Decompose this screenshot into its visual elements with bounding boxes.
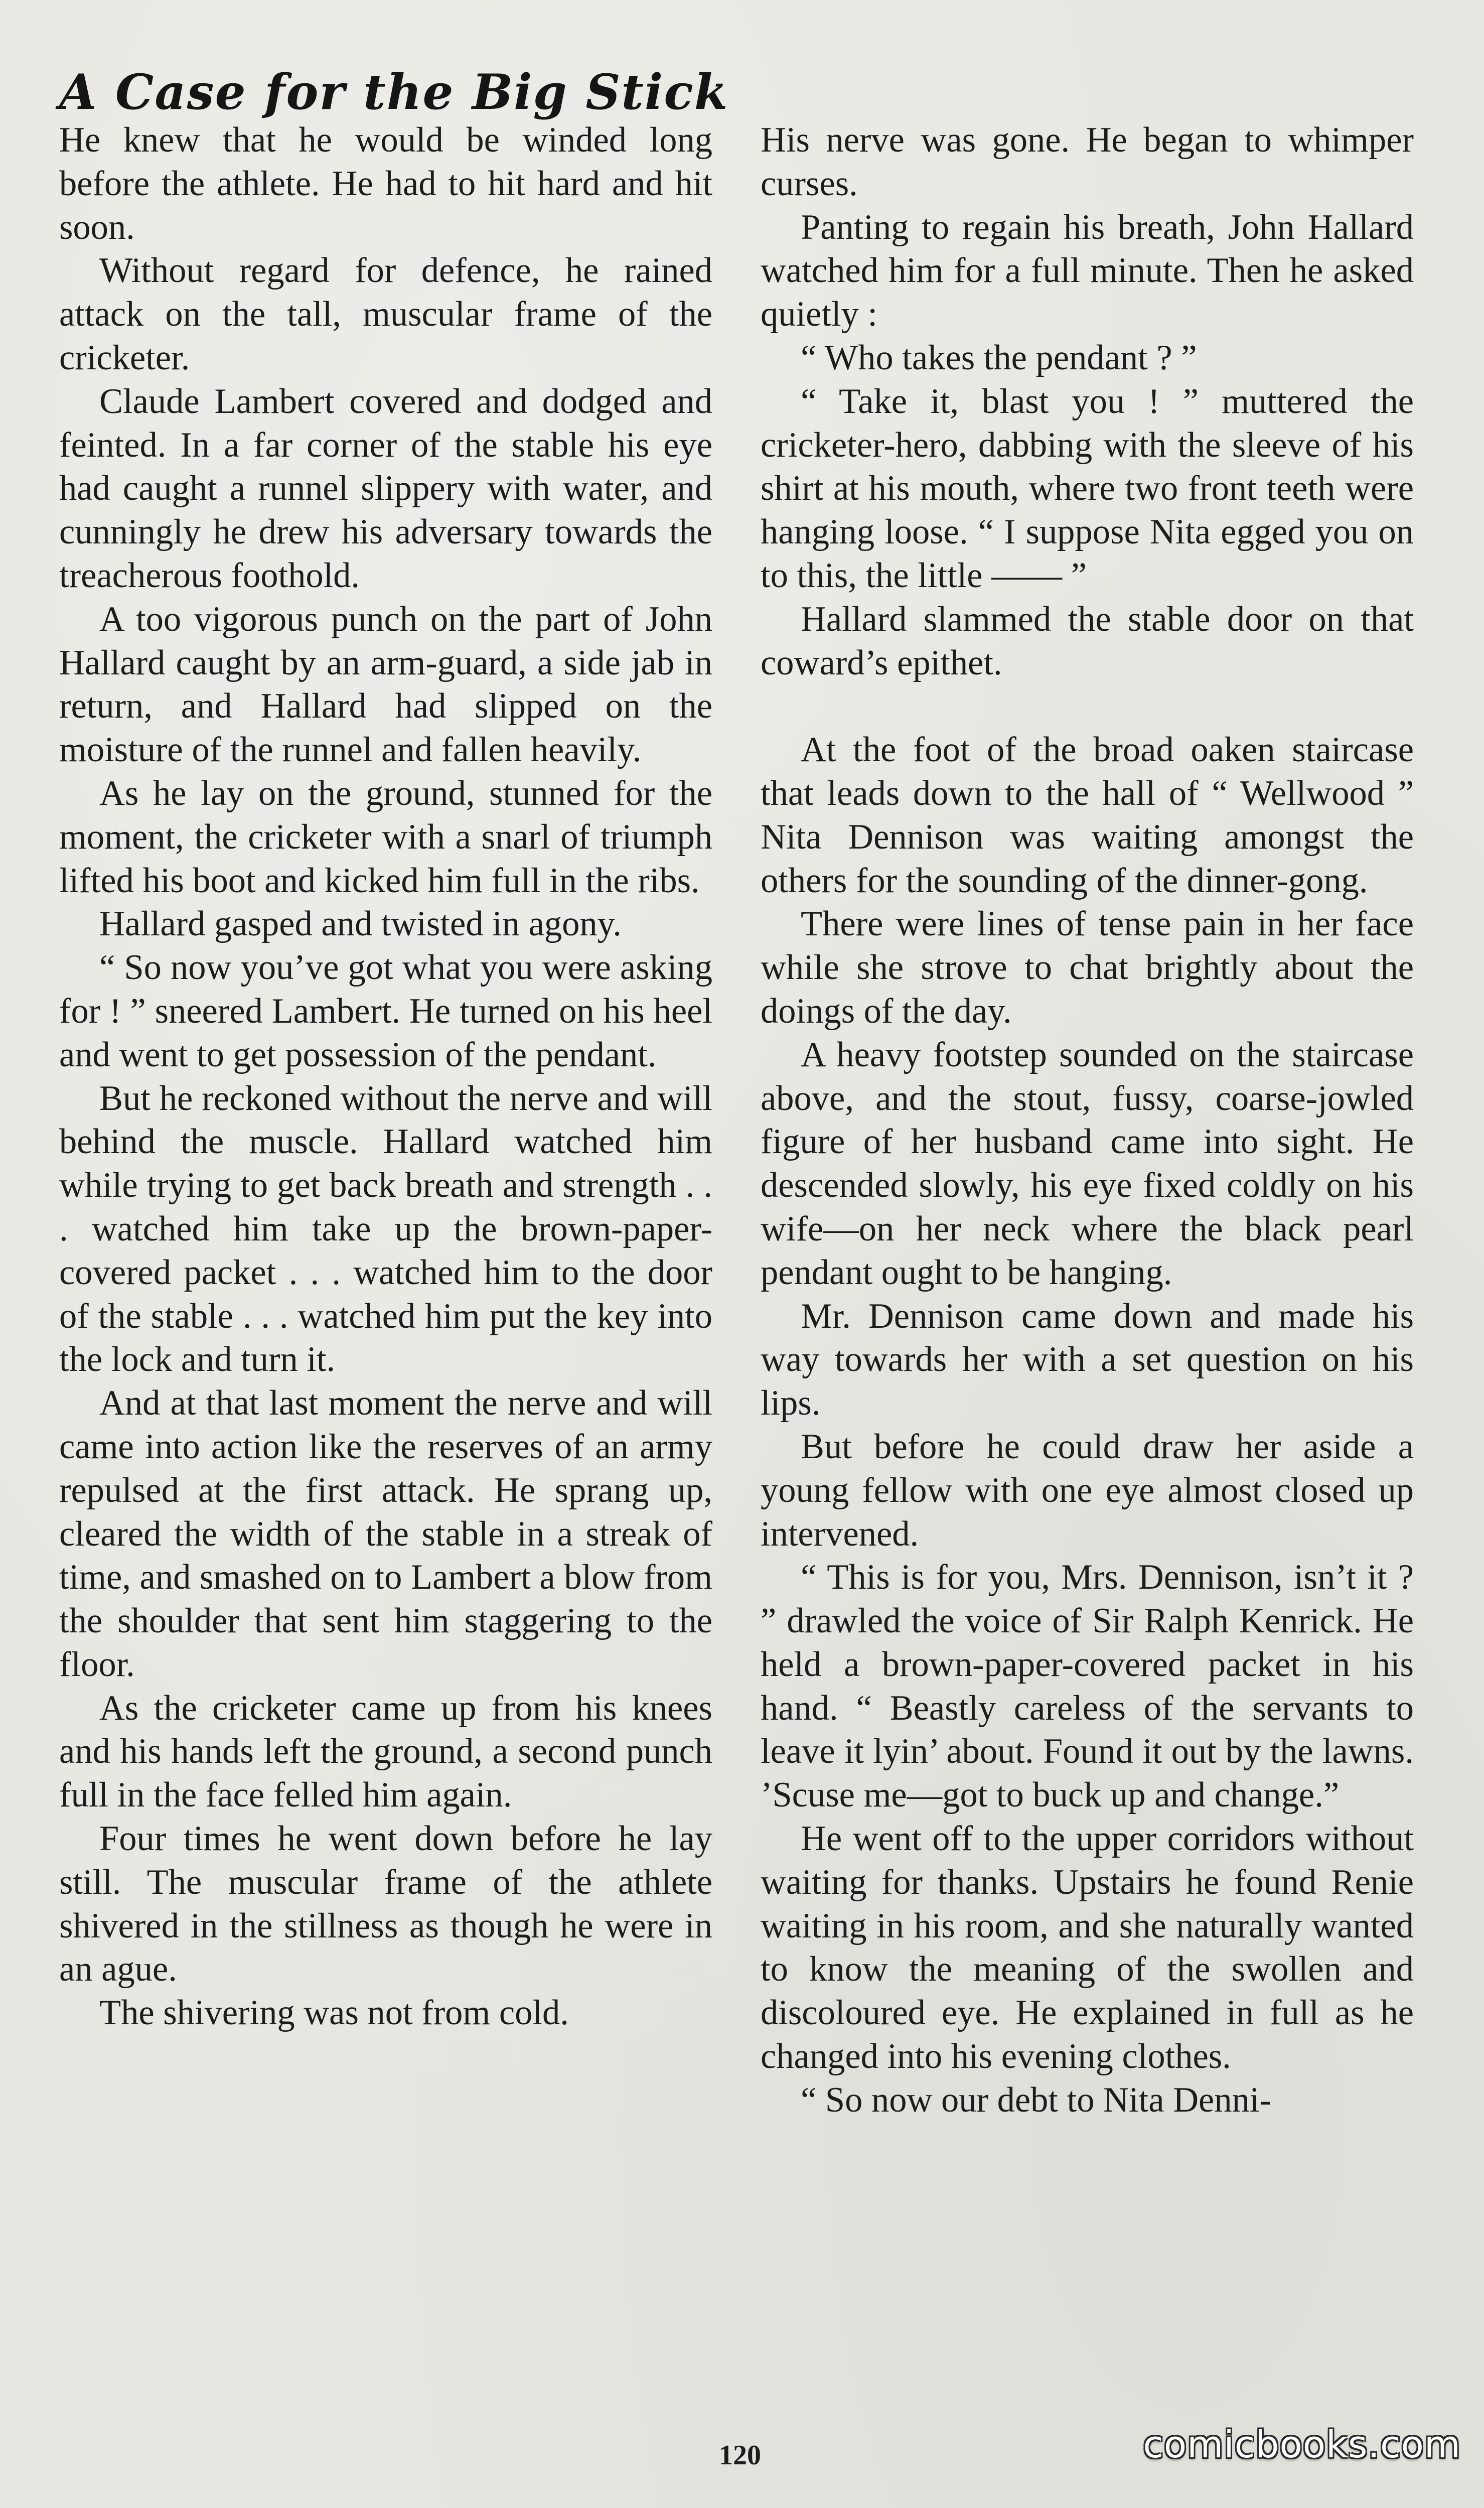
paragraph: He went off to the upper corridors without waiting for thanks. Upstairs he found Renie waiting in his room, and she naturally wanted to know the meaning of the swollen and discoloured eye. He explained in full as he changed into his evening clothes. (761, 1819, 1414, 2076)
site-watermark: comicbooks.com (1143, 2423, 1461, 2466)
paragraph: There were lines of tense pain in her face while she strove to chat brightly about the doings of the day. (761, 904, 1414, 1031)
story-title: A Case for the Big Stick (59, 64, 729, 121)
left-column (59, 118, 712, 2035)
paragraph: Claude Lambert covered and dodged and feinted. In a far corner of the stable his eye had caught a runnel slippery with water, and cunningly he drew his adversary towards the treacherous foothold. (59, 381, 712, 595)
paragraph: “ So now you’ve got what you were asking for ! ” sneered Lambert. He turned on his heel and went to get possession of the pendant. (59, 948, 712, 1074)
paragraph: Hallard gasped and twisted in agony. (99, 904, 622, 944)
paragraph: A too vigorous punch on the part of John Hallard caught by an arm-guard, a side jab in return, and Hallard had slipped on the moisture of the runnel and fallen heavily. (59, 599, 712, 770)
paragraph: A heavy footstep sounded on the staircase above, and the stout, fussy, coarse-jowled figure of her husband came into sight. He descended slowly, his eye fixed coldly on his wife—on her neck where the black pearl pendant ought to be hanging. (761, 1035, 1414, 1292)
paragraph: But before he could draw her aside a young fellow with one eye almost closed up intervened. (761, 1427, 1414, 1554)
paragraph: And at that last moment the nerve and will came into action like the reserves of an army repulsed at the first attack. He sprang up, cleared the width of the stable in a streak of time, and smashed on to Lambert a blow from the shoulder that sent him staggering to the floor. (59, 1383, 712, 1684)
paragraph: Panting to regain his breath, John Hallard watched him for a full minute. Then he asked quietly : (761, 207, 1414, 334)
paragraph: But he reckoned without the nerve and will behind the muscle. Hallard watched him while trying to get back breath and strength . . . watched him take up the brown-paper-covered packet . . . watched him to the door of the stable . . . watched him put the key into the lock and turn it. (59, 1078, 712, 1379)
paragraph: At the foot of the broad oaken staircase that leads down to the hall of “ Wellwood ” Nita Dennison was waiting amongst the others for the sounding of the dinner-gong. (761, 730, 1414, 900)
paragraph: As he lay on the ground, stunned for the moment, the cricketer with a snarl of triumph lifted his boot and kicked him full in the ribs. (59, 773, 712, 900)
paragraph: “ Who takes the pendant ? ” (801, 338, 1197, 377)
paragraph: The shivering was not from cold. (99, 1993, 569, 2033)
paragraph: Hallard slammed the stable door on that coward’s epithet. (761, 599, 1414, 682)
paragraph: “ Take it, blast you ! ” muttered the cricketer-hero, dabbing with the sleeve of his shirt at his mouth, where two front teeth were hanging loose. “ I suppose Nita egged you on to this, the little —— ” (761, 381, 1414, 595)
paragraph: Mr. Dennison came down and made his way towards her with a set question on his lips. (761, 1296, 1414, 1423)
paragraph: “ So now our debt to Nita Denni- (801, 2080, 1271, 2120)
right-column (761, 118, 1414, 2122)
paragraph: Without regard for defence, he rained attack on the tall, muscular frame of the cricketer. (59, 251, 712, 377)
paragraph: Four times he went down before he lay still. The muscular frame of the athlete shivered in the stillness as though he were in an ague. (59, 1819, 712, 1989)
paragraph: He knew that he would be winded long before the athlete. He had to hit hard and hit soon. (59, 120, 712, 247)
paragraph: As the cricketer came up from his knees and his hands left the ground, a second punch full in the face felled him again. (59, 1688, 712, 1815)
paragraph: “ This is for you, Mrs. Dennison, isn’t it ? ” drawled the voice of Sir Ralph Kenrick. He held a brown-paper-covered packet in his hand. “ Beastly careless of the servants to leave it lyin’ about. Found it out by the lawns. ’Scuse me—got to buck up and change.” (761, 1558, 1414, 1815)
page-number: 120 (719, 2440, 761, 2471)
paragraph: His nerve was gone. He began to whimper curses. (761, 120, 1414, 203)
